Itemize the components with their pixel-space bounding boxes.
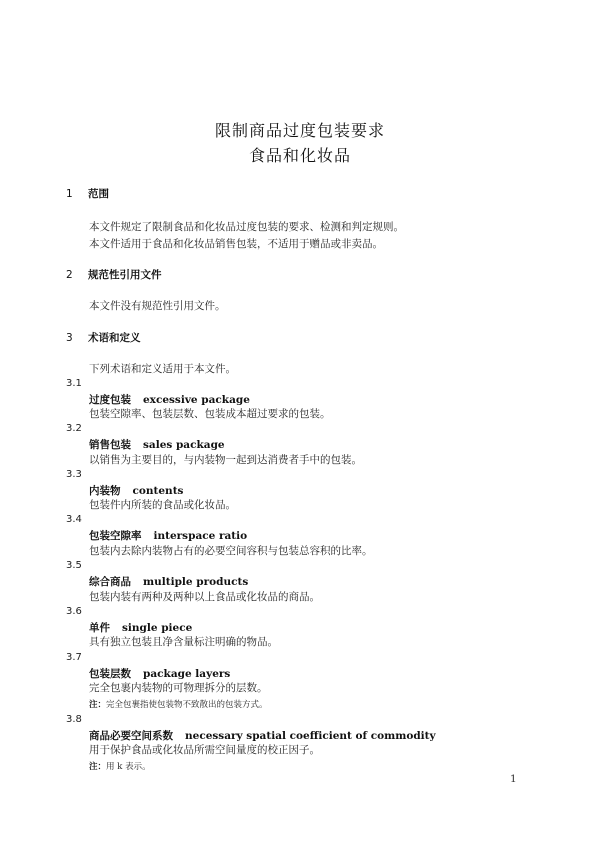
clause-number: 3.3 <box>66 469 82 480</box>
term-definition: 包装件内所装的食品或化妆品。 <box>89 499 236 511</box>
section-number: 1 <box>66 188 73 200</box>
term-zh: 单件 <box>89 622 110 634</box>
term-definition: 用于保护食品或化妆品所需空间量度的校正因子。 <box>89 744 320 756</box>
clause-number: 3.4 <box>66 514 82 525</box>
term-zh: 过度包装 <box>89 394 131 406</box>
term-zh: 综合商品 <box>89 576 131 588</box>
term-definition: 包装内去除内装物占有的必要空间容积与包装总容积的比率。 <box>89 545 373 557</box>
paragraph: 本文件没有规范性引用文件。 <box>89 300 226 312</box>
term-heading <box>89 666 230 681</box>
term-zh: 销售包装 <box>89 439 131 451</box>
clause-number: 3.7 <box>66 652 82 663</box>
term-en: sales package <box>143 439 225 451</box>
term-en: multiple products <box>143 576 249 588</box>
note-text: 用 k 表示。 <box>106 762 151 772</box>
section-title: 规范性引用文件 <box>88 269 162 281</box>
term-definition: 完全包裹内装物的可物理拆分的层数。 <box>89 682 268 694</box>
term-note <box>89 698 268 710</box>
clause-number: 3.6 <box>66 606 82 617</box>
term-heading <box>89 483 183 498</box>
paragraph: 本文件适用于食品和化妆品销售包装，不适用于赠品或非卖品。 <box>89 238 383 250</box>
term-zh: 包装空隙率 <box>89 530 142 542</box>
term-heading <box>89 620 192 635</box>
term-zh: 包装层数 <box>89 668 131 680</box>
section-title: 范围 <box>88 188 109 200</box>
term-heading <box>89 437 225 452</box>
term-en: single piece <box>122 622 193 634</box>
paragraph: 下列术语和定义适用于本文件。 <box>89 363 236 375</box>
term-heading <box>89 728 436 743</box>
term-en: package layers <box>143 668 231 680</box>
term-heading <box>89 574 248 589</box>
section-heading <box>66 267 162 282</box>
term-definition: 具有独立包装且净含量标注明确的物品。 <box>89 636 278 648</box>
paragraph: 本文件规定了限制食品和化妆品过度包装的要求、检测和判定规则。 <box>89 221 404 233</box>
term-heading <box>89 528 247 543</box>
section-number: 3 <box>66 332 73 344</box>
note-label: 注： <box>89 700 107 710</box>
document-title: 限制商品过度包装要求 <box>214 121 385 140</box>
term-en: contents <box>132 485 184 497</box>
section-title: 术语和定义 <box>88 332 141 344</box>
term-definition: 以销售为主要目的，与内装物一起到达消费者手中的包装。 <box>89 454 362 466</box>
clause-number: 3.5 <box>66 560 82 571</box>
section-number: 2 <box>66 269 73 281</box>
note-label: 注： <box>89 762 107 772</box>
term-en: excessive package <box>143 394 250 406</box>
clause-number: 3.8 <box>66 714 82 725</box>
term-heading <box>89 392 250 407</box>
term-zh: 内装物 <box>89 485 121 497</box>
term-zh: 商品必要空间系数 <box>89 730 173 742</box>
document-subtitle: 食品和化妆品 <box>248 146 351 165</box>
section-heading <box>66 186 109 201</box>
term-definition: 包装空隙率、包装层数、包装成本超过要求的包装。 <box>89 408 331 420</box>
clause-number: 3.1 <box>66 378 82 389</box>
term-en: necessary spatial coefficient of commodity <box>185 730 436 742</box>
term-en: interspace ratio <box>153 530 248 542</box>
term-note <box>89 760 151 772</box>
note-text: 完全包裹指使包装物不致散出的包装方式。 <box>106 700 268 710</box>
section-heading <box>66 330 141 345</box>
term-definition: 包装内装有两种及两种以上食品或化妆品的商品。 <box>89 591 320 603</box>
clause-number: 3.2 <box>66 423 82 434</box>
page-number: 1 <box>510 773 517 785</box>
